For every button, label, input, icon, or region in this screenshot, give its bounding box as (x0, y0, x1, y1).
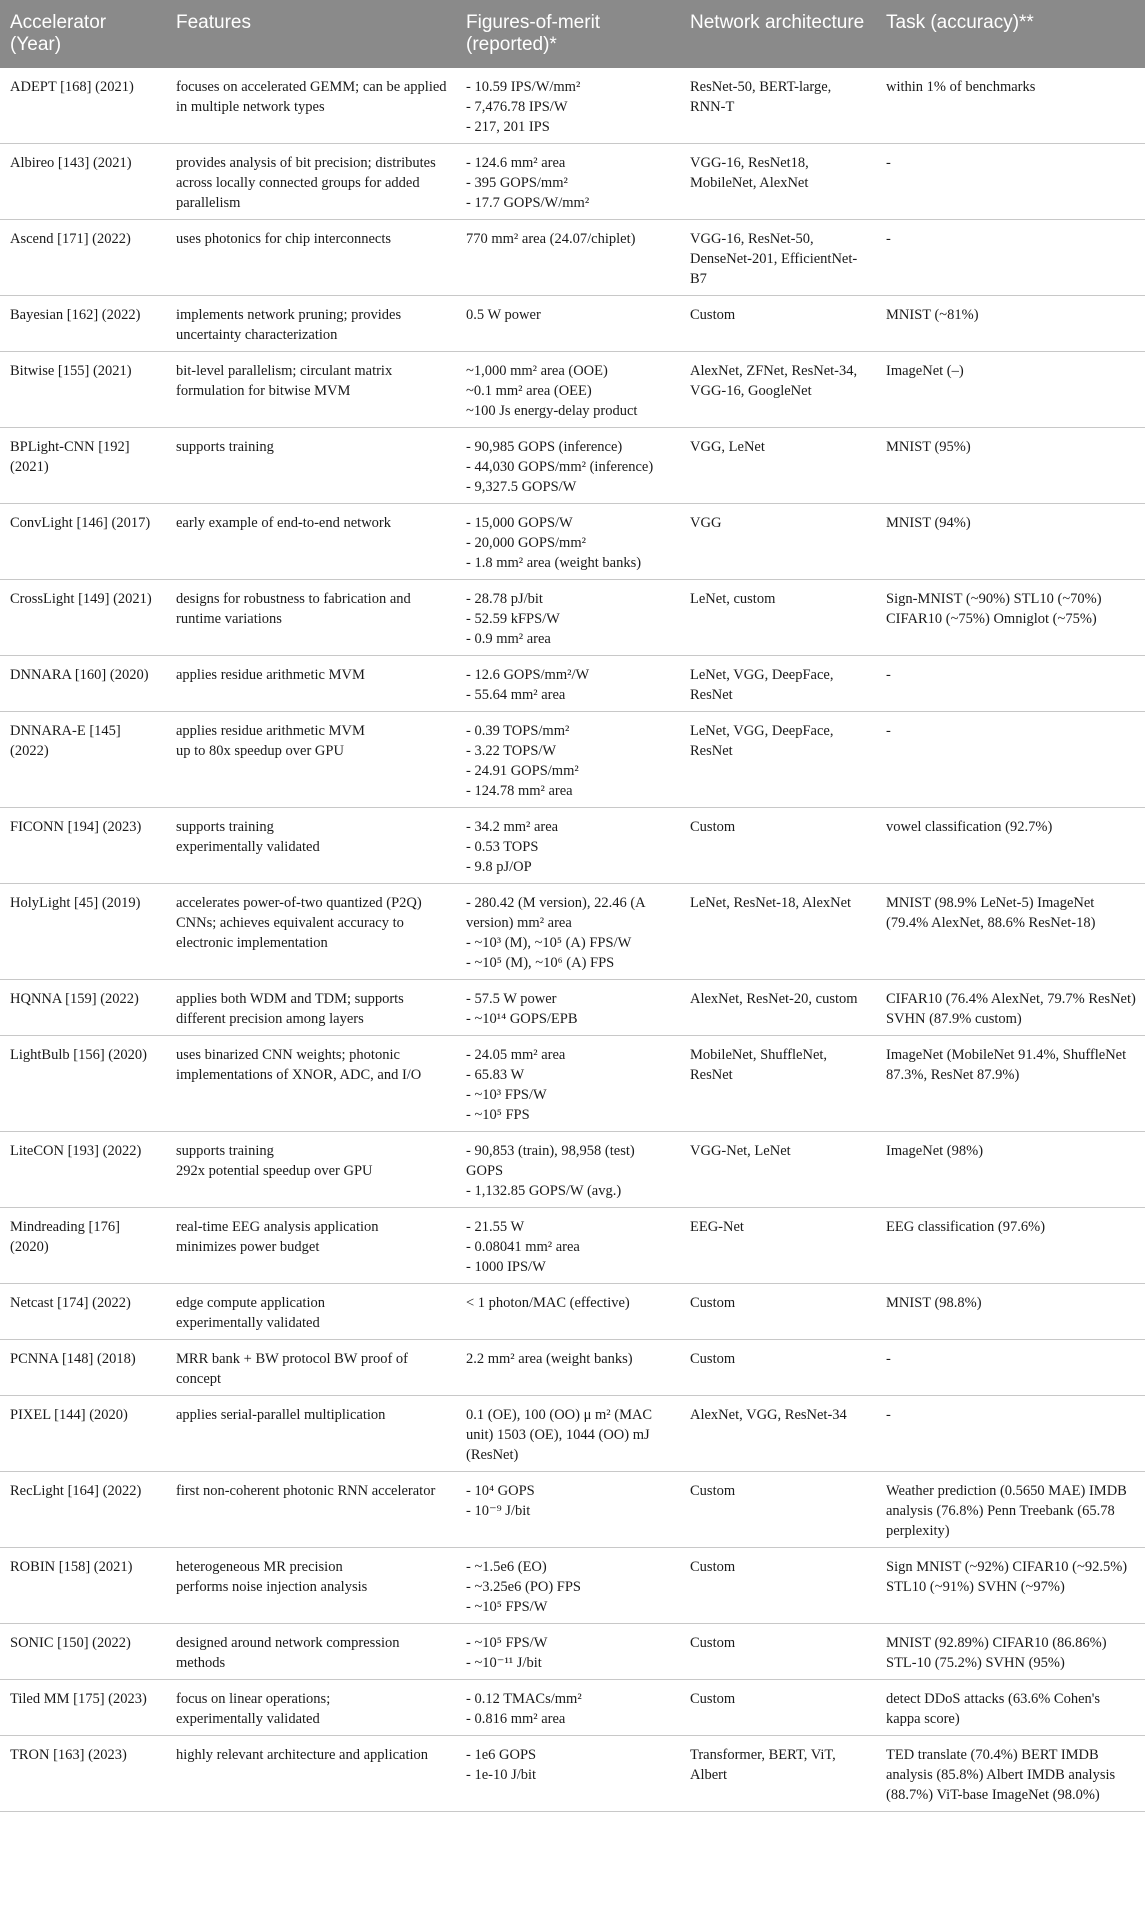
table-row (0, 580, 1145, 656)
cell-network-architecture: VGG, LeNet (680, 428, 876, 504)
cell-features: applies residue arithmetic MVM up to 80x speedup over GPU (166, 712, 456, 808)
table-row (0, 1680, 1145, 1736)
cell-features: bit-level parallelism; circulant matrix formulation for bitwise MVM (166, 352, 456, 428)
cell-task-accuracy: ImageNet (–) (876, 352, 1145, 428)
cell-features: accelerates power-of-two quantized (P2Q) CNNs; achieves equivalent accuracy to electronic implementation (166, 884, 456, 980)
cell-accelerator: RecLight [164] (2022) (0, 1472, 166, 1548)
figure-of-merit-item: ~100 Js energy-delay product (466, 403, 638, 419)
figure-of-merit-item: - 21.55 W (466, 1219, 525, 1235)
cell-figures-of-merit (456, 580, 680, 656)
cell-task-accuracy: EEG classification (97.6%) (876, 1208, 1145, 1284)
figure-of-merit-item: ~0.1 mm² area (OEE) (466, 383, 592, 399)
figure-of-merit-item: - 0.9 mm² area (466, 631, 551, 647)
cell-task-accuracy: - (876, 1340, 1145, 1396)
cell-features: first non-coherent photonic RNN accelerator (166, 1472, 456, 1548)
figure-of-merit-item: - 10⁻⁹ J/bit (466, 1503, 531, 1519)
cell-network-architecture: LeNet, ResNet-18, AlexNet (680, 884, 876, 980)
table-row (0, 1396, 1145, 1472)
table-row (0, 1208, 1145, 1284)
cell-features: heterogeneous MR precision performs noise injection analysis (166, 1548, 456, 1624)
figure-of-merit-item: - 0.53 TOPS (466, 839, 539, 855)
cell-accelerator: LightBulb [156] (2020) (0, 1036, 166, 1132)
cell-figures-of-merit (456, 144, 680, 220)
header-figures-of-merit: Figures-of-merit (reported)* (456, 0, 680, 68)
figure-of-merit-item: - 34.2 mm² area (466, 819, 559, 835)
cell-features: highly relevant architecture and application (166, 1736, 456, 1812)
cell-accelerator: Netcast [174] (2022) (0, 1284, 166, 1340)
cell-task-accuracy: ImageNet (98%) (876, 1132, 1145, 1208)
cell-accelerator: DNNARA-E [145] (2022) (0, 712, 166, 808)
figure-of-merit-item: - 15,000 GOPS/W (466, 515, 573, 531)
cell-task-accuracy: Sign-MNIST (~90%) STL10 (~70%) CIFAR10 (~75%) Omniglot (~75%) (876, 580, 1145, 656)
cell-features: uses photonics for chip interconnects (166, 220, 456, 296)
cell-task-accuracy: CIFAR10 (76.4% AlexNet, 79.7% ResNet) SVHN (87.9% custom) (876, 980, 1145, 1036)
cell-accelerator: FICONN [194] (2023) (0, 808, 166, 884)
figure-of-merit-item: 2.2 mm² area (weight banks) (466, 1351, 633, 1367)
cell-figures-of-merit (456, 1036, 680, 1132)
cell-task-accuracy: - (876, 220, 1145, 296)
cell-task-accuracy: ImageNet (MobileNet 91.4%, ShuffleNet 87.3%, ResNet 87.9%) (876, 1036, 1145, 1132)
cell-task-accuracy: - (876, 656, 1145, 712)
cell-figures-of-merit (456, 1132, 680, 1208)
cell-network-architecture: Custom (680, 1680, 876, 1736)
cell-features: applies residue arithmetic MVM (166, 656, 456, 712)
cell-features: designed around network compression methods (166, 1624, 456, 1680)
table-row (0, 1548, 1145, 1624)
table-row (0, 68, 1145, 144)
table-row (0, 980, 1145, 1036)
figure-of-merit-item: - 1.8 mm² area (weight banks) (466, 555, 642, 571)
cell-network-architecture: Custom (680, 296, 876, 352)
figure-of-merit-item: - ~10⁵ FPS (466, 1107, 530, 1123)
cell-task-accuracy: MNIST (94%) (876, 504, 1145, 580)
figure-of-merit-item: - 1000 IPS/W (466, 1259, 546, 1275)
figure-of-merit-item: - 9.8 pJ/OP (466, 859, 532, 875)
table-row (0, 296, 1145, 352)
figure-of-merit-item: - ~10⁵ (M), ~10⁶ (A) FPS (466, 955, 615, 971)
cell-network-architecture: VGG-16, ResNet18, MobileNet, AlexNet (680, 144, 876, 220)
cell-network-architecture: Custom (680, 1624, 876, 1680)
cell-network-architecture: Custom (680, 808, 876, 884)
cell-task-accuracy: vowel classification (92.7%) (876, 808, 1145, 884)
figure-of-merit-item: - 124.6 mm² area (466, 155, 566, 171)
header-accelerator: Accelerator (Year) (0, 0, 166, 68)
figure-of-merit-item: - 0.08041 mm² area (466, 1239, 580, 1255)
figure-of-merit-item: 770 mm² area (24.07/chiplet) (466, 231, 636, 247)
cell-accelerator: ROBIN [158] (2021) (0, 1548, 166, 1624)
cell-task-accuracy: MNIST (92.89%) CIFAR10 (86.86%) STL-10 (75.2%) SVHN (95%) (876, 1624, 1145, 1680)
cell-features: designs for robustness to fabrication and runtime variations (166, 580, 456, 656)
cell-accelerator: BPLight-CNN [192] (2021) (0, 428, 166, 504)
cell-network-architecture: ResNet-50, BERT-large, RNN-T (680, 68, 876, 144)
table-row (0, 428, 1145, 504)
cell-features: applies both WDM and TDM; supports different precision among layers (166, 980, 456, 1036)
cell-network-architecture: Custom (680, 1340, 876, 1396)
cell-figures-of-merit (456, 656, 680, 712)
cell-task-accuracy: MNIST (98.9% LeNet-5) ImageNet (79.4% AlexNet, 88.6% ResNet-18) (876, 884, 1145, 980)
cell-task-accuracy: MNIST (98.8%) (876, 1284, 1145, 1340)
cell-figures-of-merit (456, 1284, 680, 1340)
figure-of-merit-item: - 124.78 mm² area (466, 783, 573, 799)
figure-of-merit-item: - 10.59 IPS/W/mm² (466, 79, 581, 95)
cell-features: MRR bank + BW protocol BW proof of concept (166, 1340, 456, 1396)
cell-figures-of-merit (456, 884, 680, 980)
table-row (0, 808, 1145, 884)
cell-accelerator: DNNARA [160] (2020) (0, 656, 166, 712)
cell-accelerator: Bayesian [162] (2022) (0, 296, 166, 352)
cell-accelerator: PIXEL [144] (2020) (0, 1396, 166, 1472)
cell-features: applies serial-parallel multiplication (166, 1396, 456, 1472)
cell-figures-of-merit (456, 220, 680, 296)
cell-figures-of-merit (456, 352, 680, 428)
table-row (0, 884, 1145, 980)
figure-of-merit-item: - ~10³ FPS/W (466, 1087, 547, 1103)
cell-network-architecture: Custom (680, 1548, 876, 1624)
figure-of-merit-item: - ~10⁻¹¹ J/bit (466, 1655, 542, 1671)
cell-features: supports training 292x potential speedup over GPU (166, 1132, 456, 1208)
table-row (0, 144, 1145, 220)
cell-figures-of-merit (456, 1624, 680, 1680)
cell-network-architecture: AlexNet, ZFNet, ResNet-34, VGG-16, GoogleNet (680, 352, 876, 428)
cell-figures-of-merit (456, 1340, 680, 1396)
cell-task-accuracy: MNIST (~81%) (876, 296, 1145, 352)
figure-of-merit-item: - 12.6 GOPS/mm²/W (466, 667, 590, 683)
table-row (0, 656, 1145, 712)
cell-features: focuses on accelerated GEMM; can be applied in multiple network types (166, 68, 456, 144)
cell-task-accuracy: TED translate (70.4%) BERT IMDB analysis (85.8%) Albert IMDB analysis (88.7%) ViT-base ImageNet (98.0%) (876, 1736, 1145, 1812)
cell-network-architecture: AlexNet, VGG, ResNet-34 (680, 1396, 876, 1472)
cell-figures-of-merit (456, 296, 680, 352)
table-row (0, 1036, 1145, 1132)
cell-network-architecture: LeNet, VGG, DeepFace, ResNet (680, 656, 876, 712)
cell-task-accuracy: - (876, 712, 1145, 808)
cell-features: provides analysis of bit precision; distributes across locally connected groups for added parallelism (166, 144, 456, 220)
header-network-architecture: Network architecture (680, 0, 876, 68)
cell-network-architecture: VGG-Net, LeNet (680, 1132, 876, 1208)
figure-of-merit-item: - 17.7 GOPS/W/mm² (466, 195, 590, 211)
figure-of-merit-item: < 1 photon/MAC (effective) (466, 1295, 630, 1311)
cell-task-accuracy: Sign MNIST (~92%) CIFAR10 (~92.5%) STL10 (~91%) SVHN (~97%) (876, 1548, 1145, 1624)
figure-of-merit-item: - 90,853 (train), 98,958 (test) GOPS (466, 1143, 639, 1179)
figure-of-merit-item: - 24.91 GOPS/mm² (466, 763, 579, 779)
cell-accelerator: ConvLight [146] (2017) (0, 504, 166, 580)
figure-of-merit-item: - 52.59 kFPS/W (466, 611, 560, 627)
cell-accelerator: Albireo [143] (2021) (0, 144, 166, 220)
cell-task-accuracy: MNIST (95%) (876, 428, 1145, 504)
cell-features: supports training experimentally validated (166, 808, 456, 884)
figure-of-merit-item: - 65.83 W (466, 1067, 525, 1083)
figure-of-merit-item: - 24.05 mm² area (466, 1047, 566, 1063)
table-header-row (0, 0, 1145, 68)
cell-features: supports training (166, 428, 456, 504)
cell-network-architecture: Custom (680, 1472, 876, 1548)
table-row (0, 1624, 1145, 1680)
cell-figures-of-merit (456, 1548, 680, 1624)
cell-accelerator: SONIC [150] (2022) (0, 1624, 166, 1680)
cell-accelerator: PCNNA [148] (2018) (0, 1340, 166, 1396)
header-features: Features (166, 0, 456, 68)
figure-of-merit-item: - 7,476.78 IPS/W (466, 99, 568, 115)
cell-features: real-time EEG analysis application minimizes power budget (166, 1208, 456, 1284)
cell-network-architecture: MobileNet, ShuffleNet, ResNet (680, 1036, 876, 1132)
table-row (0, 1284, 1145, 1340)
figure-of-merit-item: - 55.64 mm² area (466, 687, 566, 703)
figure-of-merit-item: - 9,327.5 GOPS/W (466, 479, 577, 495)
cell-network-architecture: VGG-16, ResNet-50, DenseNet-201, EfficientNet-B7 (680, 220, 876, 296)
table-row (0, 352, 1145, 428)
cell-accelerator: HolyLight [45] (2019) (0, 884, 166, 980)
cell-figures-of-merit (456, 428, 680, 504)
table-row (0, 1340, 1145, 1396)
cell-accelerator: LiteCON [193] (2022) (0, 1132, 166, 1208)
cell-task-accuracy: - (876, 1396, 1145, 1472)
cell-network-architecture: AlexNet, ResNet-20, custom (680, 980, 876, 1036)
table-row (0, 1472, 1145, 1548)
figure-of-merit-item: ~1,000 mm² area (OOE) (466, 363, 608, 379)
cell-figures-of-merit (456, 1396, 680, 1472)
cell-accelerator: CrossLight [149] (2021) (0, 580, 166, 656)
figure-of-merit-item: - 217, 201 IPS (466, 119, 550, 135)
figure-of-merit-item: - ~10³ (M), ~10⁵ (A) FPS/W (466, 935, 632, 951)
figure-of-merit-item: 0.5 W power (466, 307, 541, 323)
cell-network-architecture: Transformer, BERT, ViT, Albert (680, 1736, 876, 1812)
cell-features: early example of end-to-end network (166, 504, 456, 580)
cell-network-architecture: EEG-Net (680, 1208, 876, 1284)
cell-figures-of-merit (456, 1208, 680, 1284)
figure-of-merit-item: - ~3.25e6 (PO) FPS (466, 1579, 581, 1595)
cell-network-architecture: VGG (680, 504, 876, 580)
figure-of-merit-item: - 28.78 pJ/bit (466, 591, 543, 607)
figure-of-merit-item: - 0.39 TOPS/mm² (466, 723, 570, 739)
cell-network-architecture: LeNet, custom (680, 580, 876, 656)
figure-of-merit-item: - 20,000 GOPS/mm² (466, 535, 586, 551)
cell-task-accuracy: - (876, 144, 1145, 220)
figure-of-merit-item: - ~10⁵ FPS/W (466, 1599, 548, 1615)
table-row (0, 712, 1145, 808)
figure-of-merit-item: - 395 GOPS/mm² (466, 175, 568, 191)
table-body (0, 68, 1145, 1812)
cell-figures-of-merit (456, 1736, 680, 1812)
cell-features: focus on linear operations; experimentally validated (166, 1680, 456, 1736)
figure-of-merit-item: - 10⁴ GOPS (466, 1483, 535, 1499)
cell-accelerator: Bitwise [155] (2021) (0, 352, 166, 428)
cell-figures-of-merit (456, 712, 680, 808)
cell-figures-of-merit (456, 808, 680, 884)
table-row (0, 504, 1145, 580)
cell-accelerator: ADEPT [168] (2021) (0, 68, 166, 144)
figure-of-merit-item: - 1,132.85 GOPS/W (avg.) (466, 1183, 622, 1199)
cell-features: implements network pruning; provides uncertainty characterization (166, 296, 456, 352)
figure-of-merit-item: - 1e6 GOPS (466, 1747, 537, 1763)
cell-accelerator: HQNNA [159] (2022) (0, 980, 166, 1036)
figure-of-merit-item: - 90,985 GOPS (inference) (466, 439, 623, 455)
cell-figures-of-merit (456, 1680, 680, 1736)
table-row (0, 1132, 1145, 1208)
figure-of-merit-item: - ~10⁵ FPS/W (466, 1635, 548, 1651)
cell-accelerator: Tiled MM [175] (2023) (0, 1680, 166, 1736)
table-row (0, 220, 1145, 296)
figure-of-merit-item: - 44,030 GOPS/mm² (inference) (466, 459, 654, 475)
cell-accelerator: Mindreading [176] (2020) (0, 1208, 166, 1284)
cell-task-accuracy: detect DDoS attacks (63.6% Cohen's kappa score) (876, 1680, 1145, 1736)
figure-of-merit-item: 0.1 (OE), 100 (OO) μ m² (MAC unit) 1503 (OE), 1044 (OO) mJ (ResNet) (466, 1407, 656, 1463)
cell-features: uses binarized CNN weights; photonic implementations of XNOR, ADC, and I/O (166, 1036, 456, 1132)
cell-task-accuracy: within 1% of benchmarks (876, 68, 1145, 144)
figure-of-merit-item: - 3.22 TOPS/W (466, 743, 557, 759)
figure-of-merit-item: - 1e-10 J/bit (466, 1767, 537, 1783)
figure-of-merit-item: - 57.5 W power (466, 991, 557, 1007)
cell-figures-of-merit (456, 1472, 680, 1548)
cell-accelerator: Ascend [171] (2022) (0, 220, 166, 296)
header-task-accuracy: Task (accuracy)** (876, 0, 1145, 68)
cell-features: edge compute application experimentally validated (166, 1284, 456, 1340)
figure-of-merit-item: - 280.42 (M version), 22.46 (A version) mm² area (466, 895, 649, 931)
cell-accelerator: TRON [163] (2023) (0, 1736, 166, 1812)
figure-of-merit-item: - ~1.5e6 (EO) (466, 1559, 547, 1575)
figure-of-merit-item: - ~10¹⁴ GOPS/EPB (466, 1011, 578, 1027)
table-row (0, 1736, 1145, 1812)
cell-figures-of-merit (456, 504, 680, 580)
figure-of-merit-item: - 0.12 TMACs/mm² (466, 1691, 582, 1707)
cell-network-architecture: Custom (680, 1284, 876, 1340)
cell-figures-of-merit (456, 980, 680, 1036)
cell-figures-of-merit (456, 68, 680, 144)
figure-of-merit-item: - 0.816 mm² area (466, 1711, 566, 1727)
cell-network-architecture: LeNet, VGG, DeepFace, ResNet (680, 712, 876, 808)
cell-task-accuracy: Weather prediction (0.5650 MAE) IMDB analysis (76.8%) Penn Treebank (65.78 perplexity) (876, 1472, 1145, 1548)
